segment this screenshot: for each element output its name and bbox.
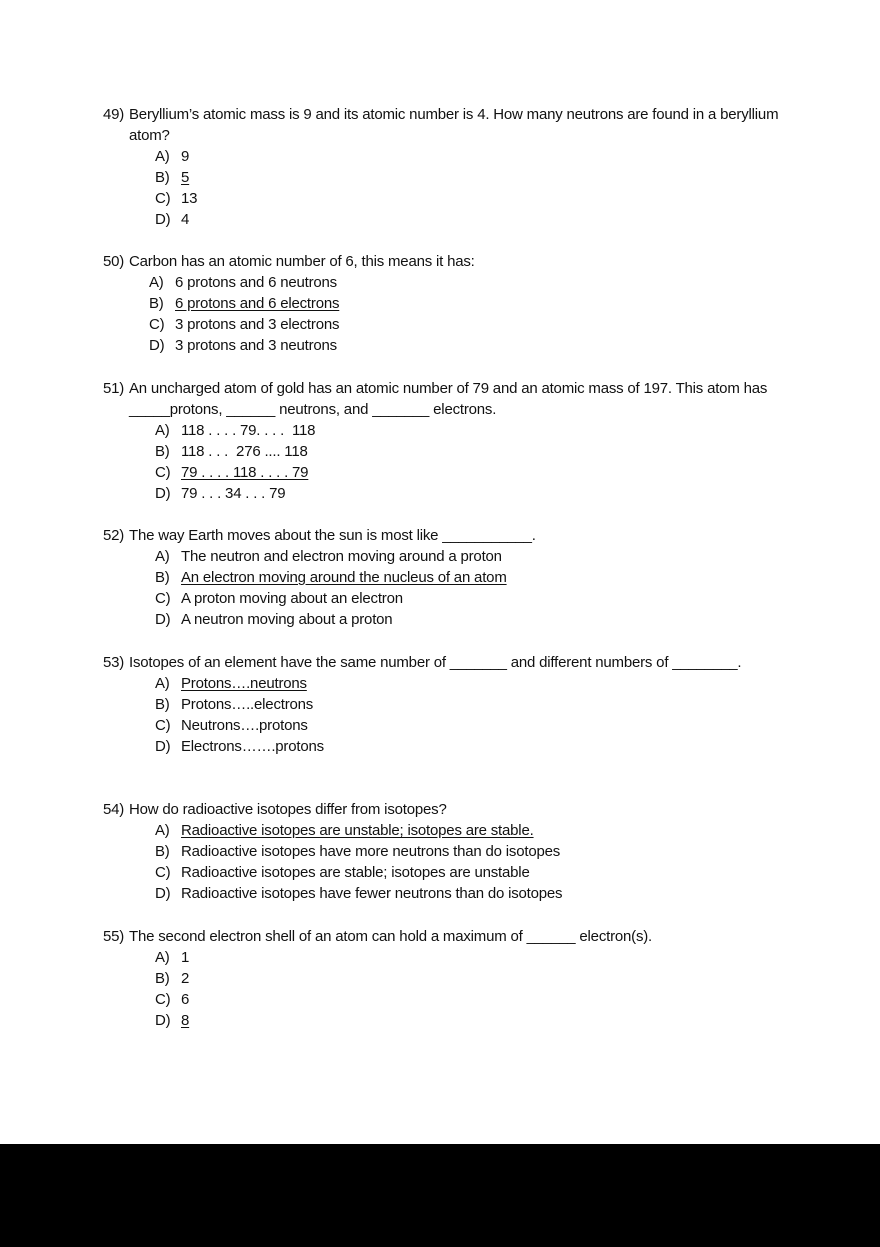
option-label: C)	[155, 717, 171, 734]
question-text: How do radioactive isotopes differ from isotopes?	[129, 801, 447, 818]
option-label: B)	[155, 843, 170, 860]
option-text: 2	[181, 970, 190, 987]
question-55	[103, 926, 783, 1031]
option-label: B)	[155, 696, 170, 713]
option-label: D)	[155, 885, 171, 902]
option-text: Radioactive isotopes have more neutrons than do isotopes	[181, 843, 561, 860]
option-label: D)	[155, 485, 171, 502]
option-a	[155, 947, 783, 968]
question-51	[103, 378, 783, 504]
question-text: Carbon has an atomic number of 6, this means it has:	[129, 253, 475, 270]
option-text: Radioactive isotopes have fewer neutrons than do isotopes	[181, 885, 563, 902]
option-text: 6	[181, 991, 190, 1008]
option-b	[155, 567, 783, 588]
answer-options	[103, 146, 783, 230]
option-d	[155, 609, 783, 630]
option-text: 6 protons and 6 neutrons	[175, 274, 337, 291]
option-c	[149, 314, 783, 335]
option-text-correct: 8	[181, 1012, 190, 1029]
answer-options	[103, 820, 783, 904]
option-d	[155, 1010, 783, 1031]
option-label: D)	[155, 611, 171, 628]
option-text: 79 . . . 34 . . . 79	[181, 485, 286, 502]
option-label: A)	[155, 822, 170, 839]
option-text: Neutrons….protons	[181, 717, 308, 734]
option-c	[155, 862, 783, 883]
question-stem	[103, 378, 783, 420]
option-label: A)	[149, 274, 164, 291]
option-a	[149, 272, 783, 293]
option-label: B)	[149, 295, 164, 312]
question-stem	[103, 926, 783, 947]
answer-options	[103, 546, 783, 630]
question-number: 55)	[103, 928, 125, 945]
answer-options	[103, 947, 783, 1031]
option-text: A proton moving about an electron	[181, 590, 403, 607]
option-b	[155, 694, 783, 715]
option-label: D)	[149, 337, 165, 354]
option-text: 9	[181, 148, 190, 165]
option-c	[155, 588, 783, 609]
question-text: An uncharged atom of gold has an atomic number of 79 and an atomic mass of 197. This atom has _____protons, ______ neutrons, and _______ electrons.	[129, 380, 768, 418]
option-d	[155, 483, 783, 504]
option-d	[155, 209, 783, 230]
question-number: 49)	[103, 106, 125, 123]
question-stem	[103, 525, 783, 546]
option-b	[155, 167, 783, 188]
option-label: C)	[155, 864, 171, 881]
option-label: A)	[155, 548, 170, 565]
option-label: C)	[155, 190, 171, 207]
question-stem	[103, 652, 783, 673]
option-a	[155, 673, 783, 694]
question-text: The way Earth moves about the sun is most like ___________.	[129, 527, 536, 544]
option-c	[155, 188, 783, 209]
option-label: B)	[155, 443, 170, 460]
option-label: A)	[155, 422, 170, 439]
option-c	[155, 715, 783, 736]
option-c	[155, 989, 783, 1010]
option-a	[155, 820, 783, 841]
question-52	[103, 525, 783, 630]
option-label: B)	[155, 169, 170, 186]
option-text: A neutron moving about a proton	[181, 611, 393, 628]
option-b	[155, 841, 783, 862]
option-label: C)	[155, 991, 171, 1008]
question-stem	[103, 251, 783, 272]
option-a	[155, 420, 783, 441]
option-label: C)	[155, 464, 171, 481]
option-label: A)	[155, 949, 170, 966]
option-text: Electrons…….protons	[181, 738, 324, 755]
answer-options	[103, 272, 783, 356]
option-d	[149, 335, 783, 356]
option-text-correct: Radioactive isotopes are unstable; isotopes are stable.	[181, 822, 534, 839]
question-text: The second electron shell of an atom can hold a maximum of ______ electron(s).	[129, 928, 653, 945]
option-label: B)	[155, 970, 170, 987]
question-text: Isotopes of an element have the same number of _______ and different numbers of ________.	[129, 654, 742, 671]
option-label: C)	[155, 590, 171, 607]
option-d	[155, 736, 783, 757]
answer-options	[103, 673, 783, 757]
option-text: 4	[181, 211, 190, 228]
bottom-black-bar	[0, 1144, 880, 1247]
question-stem	[103, 799, 783, 820]
question-number: 52)	[103, 527, 125, 544]
option-a	[155, 546, 783, 567]
answer-options	[103, 420, 783, 504]
question-50	[103, 251, 783, 356]
question-49	[103, 104, 783, 230]
option-text: 3 protons and 3 electrons	[175, 316, 340, 333]
question-stem	[103, 104, 783, 146]
option-c	[155, 462, 783, 483]
question-number: 53)	[103, 654, 125, 671]
question-text: Beryllium’s atomic mass is 9 and its atomic number is 4. How many neutrons are found in a beryllium atom?	[129, 106, 779, 144]
question-number: 54)	[103, 801, 125, 818]
option-label: C)	[149, 316, 165, 333]
option-b	[149, 293, 783, 314]
option-text-correct: 79 . . . . 118 . . . . 79	[181, 464, 309, 481]
option-a	[155, 146, 783, 167]
option-text-correct: 5	[181, 169, 190, 186]
question-number: 50)	[103, 253, 125, 270]
option-text: 118 . . . 276 .... 118	[181, 443, 308, 460]
option-text-correct: 6 protons and 6 electrons	[175, 295, 340, 312]
question-number: 51)	[103, 380, 125, 397]
option-label: D)	[155, 1012, 171, 1029]
option-text: The neutron and electron moving around a proton	[181, 548, 502, 565]
option-text: 118 . . . . 79. . . . 118	[181, 422, 316, 439]
option-label: A)	[155, 148, 170, 165]
option-b	[155, 441, 783, 462]
option-b	[155, 968, 783, 989]
option-text: 1	[181, 949, 190, 966]
option-d	[155, 883, 783, 904]
option-text: Protons…..electrons	[181, 696, 314, 713]
option-label: D)	[155, 738, 171, 755]
option-text-correct: An electron moving around the nucleus of an atom	[181, 569, 507, 586]
question-54	[103, 799, 783, 904]
question-53	[103, 652, 783, 757]
option-text: Radioactive isotopes are stable; isotopes are unstable	[181, 864, 530, 881]
option-text: 13	[181, 190, 198, 207]
option-label: B)	[155, 569, 170, 586]
option-label: A)	[155, 675, 170, 692]
option-text-correct: Protons….neutrons	[181, 675, 307, 692]
option-text: 3 protons and 3 neutrons	[175, 337, 337, 354]
option-label: D)	[155, 211, 171, 228]
